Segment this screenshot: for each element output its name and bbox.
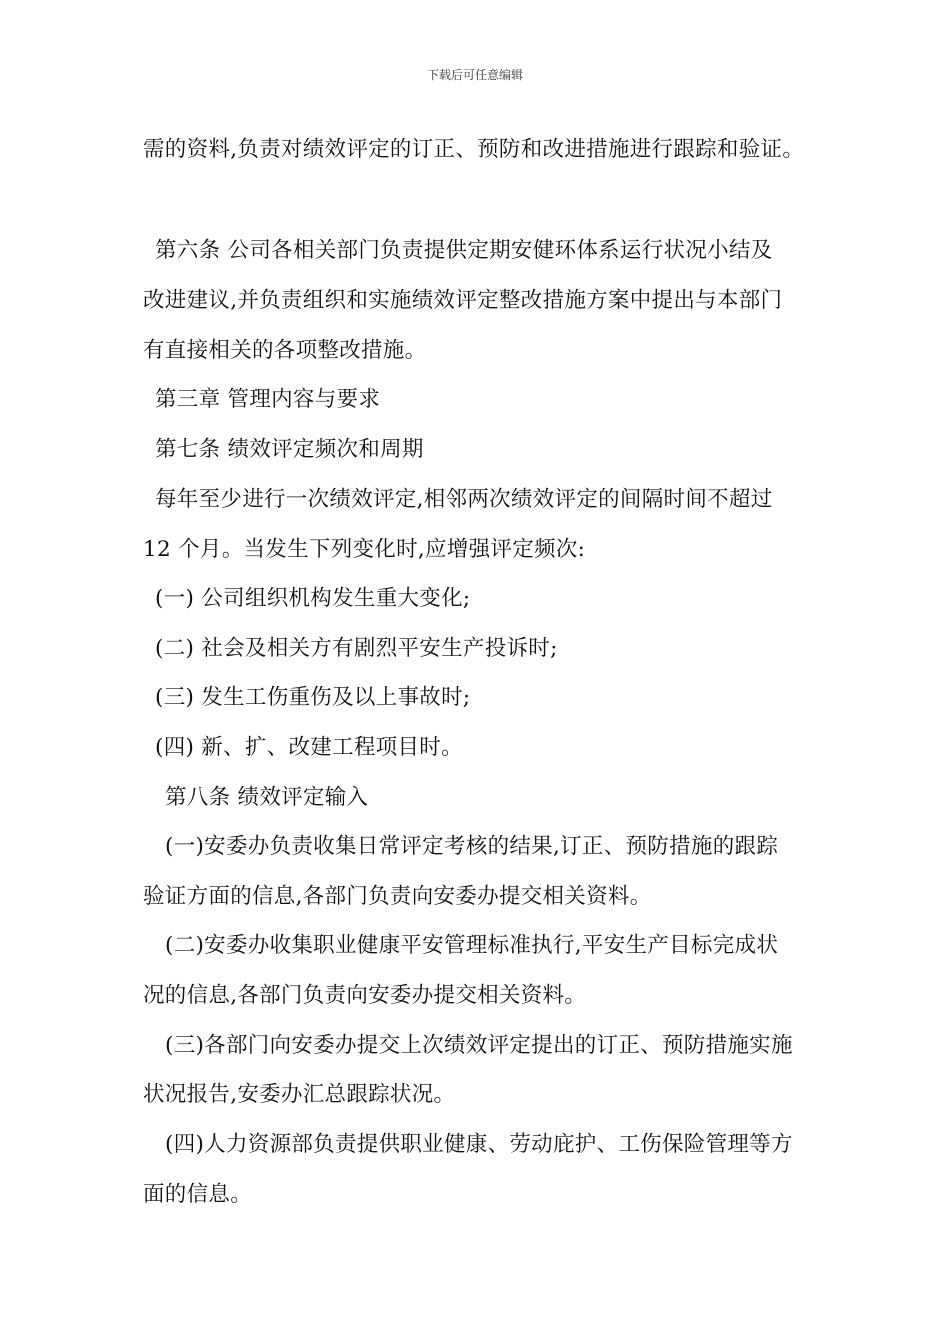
- page-header: 下载后可任意编辑: [426, 68, 523, 82]
- list-item: (一)安委办负责收集日常评定考核的结果,订正、预防措施的跟踪: [165, 834, 779, 859]
- list-item: (四)人力资源部负责提供职业健康、劳动庇护、工伤保险管理等方: [165, 1132, 793, 1157]
- text-line: 改进建议,并负责组织和实施绩效评定整改措施方案中提出与本部门: [143, 288, 783, 313]
- article-7-heading: 第七条 绩效评定频次和周期: [155, 437, 424, 462]
- text-line: 12 个月。当发生下列变化时,应增强评定频次:: [143, 537, 586, 562]
- text-line: 有直接相关的各项整改措施。: [143, 338, 427, 363]
- chapter-3-heading: 第三章 管理内容与要求: [155, 387, 381, 412]
- article-6-heading: 第六条 公司各相关部门负责提供定期安健环体系运行状况小结及: [155, 238, 773, 263]
- list-item: (三)各部门向安委办提交上次绩效评定提出的订正、预防措施实施: [165, 1033, 793, 1058]
- list-item: (四) 新、扩、改建工程项目时。: [155, 735, 463, 760]
- text-line: 验证方面的信息,各部门负责向安委办提交相关资料。: [143, 884, 652, 909]
- text-line: 每年至少进行一次绩效评定,相邻两次绩效评定的间隔时间不超过: [155, 487, 773, 512]
- text-line: 况的信息,各部门负责向安委办提交相关资料。: [143, 983, 587, 1008]
- text-line: 状况报告,安委办汇总跟踪状况。: [143, 1082, 456, 1107]
- text-line: 需的资料,负责对绩效评定的订正、预防和改进措施进行跟踪和验证。: [143, 137, 805, 162]
- list-item: (一) 公司组织机构发生重大变化;: [155, 586, 471, 611]
- list-item: (三) 发生工伤重伤及以上事故时;: [155, 685, 471, 710]
- article-8-heading: 第八条 绩效评定输入: [165, 785, 369, 810]
- list-item: (二)安委办收集职业健康平安管理标准执行,平安生产目标完成状: [165, 933, 779, 958]
- text-line: 面的信息。: [143, 1182, 253, 1207]
- list-item: (二) 社会及相关方有剧烈平安生产投诉时;: [155, 636, 558, 661]
